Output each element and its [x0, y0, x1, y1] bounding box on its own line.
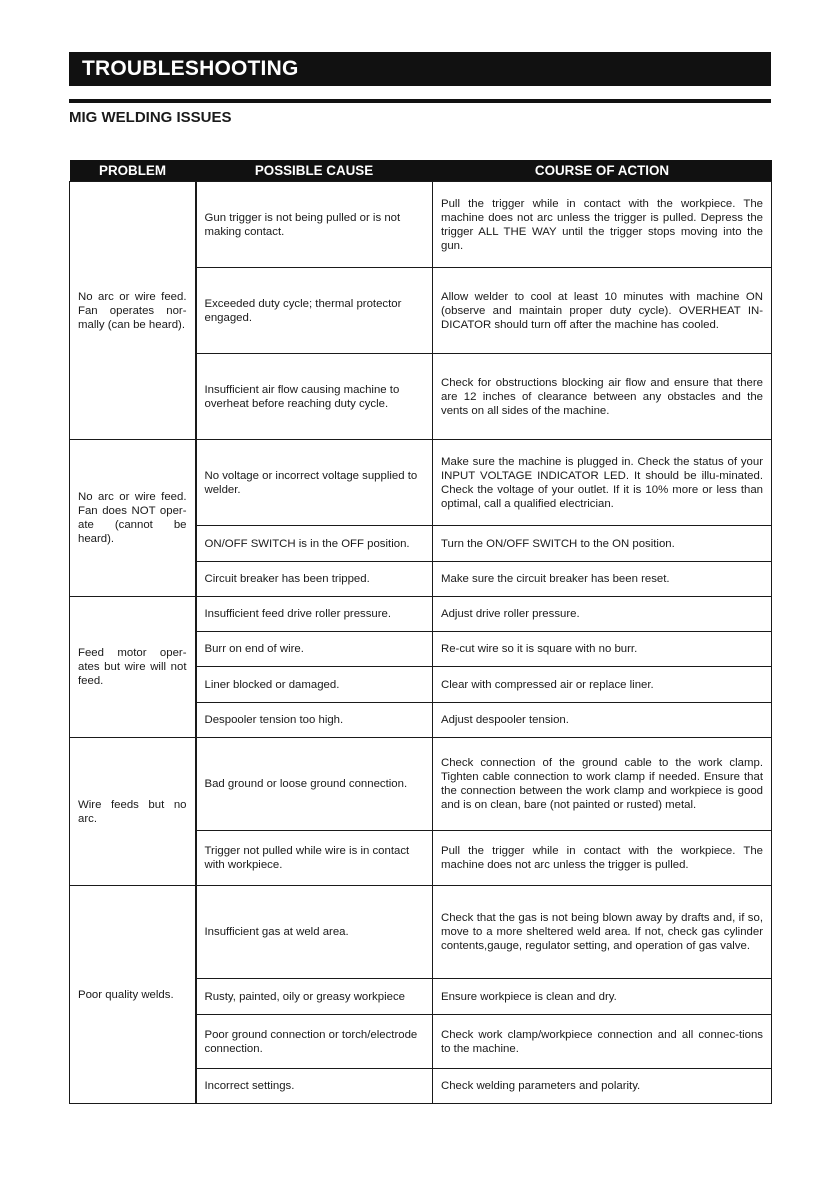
title-divider	[69, 99, 771, 103]
troubleshooting-table	[69, 160, 772, 1104]
cause-cell: Liner blocked or damaged.	[196, 667, 433, 703]
action-cell: Check that the gas is not being blown away by drafts and, if so, move to a more sheltered weld area. If not, check gas cylinder contents,gauge, regulator setting, and operation of gas valve.	[433, 886, 772, 979]
column-header-course-of-action: COURSE OF ACTION	[433, 160, 772, 182]
action-cell: Clear with compressed air or replace liner.	[433, 667, 772, 703]
page-title: TROUBLESHOOTING	[69, 52, 771, 86]
cause-cell: Circuit breaker has been tripped.	[196, 562, 433, 597]
cause-cell: Exceeded duty cycle; thermal protector engaged.	[196, 268, 433, 354]
problem-cell: No arc or wire feed. Fan operates nor-mally (can be heard).	[70, 182, 196, 440]
action-cell: Pull the trigger while in contact with the workpiece. The machine does not arc unless the trigger is pulled.	[433, 831, 772, 886]
action-cell: Ensure workpiece is clean and dry.	[433, 979, 772, 1015]
cause-cell: Bad ground or loose ground connection.	[196, 738, 433, 831]
cause-cell: Trigger not pulled while wire is in contact with workpiece.	[196, 831, 433, 886]
column-header-possible-cause: POSSIBLE CAUSE	[196, 160, 433, 182]
cause-cell: Poor ground connection or torch/electrode connection.	[196, 1015, 433, 1069]
cause-cell: Insufficient gas at weld area.	[196, 886, 433, 979]
table-row	[70, 182, 772, 268]
action-cell: Make sure the circuit breaker has been reset.	[433, 562, 772, 597]
cause-cell: Rusty, painted, oily or greasy workpiece	[196, 979, 433, 1015]
action-cell: Turn the ON/OFF SWITCH to the ON position.	[433, 526, 772, 562]
problem-cell: No arc or wire feed. Fan does NOT oper-ate (cannot be heard).	[70, 440, 196, 597]
table-row	[70, 597, 772, 632]
table-header-row	[70, 160, 772, 182]
cause-cell: Gun trigger is not being pulled or is not making contact.	[196, 182, 433, 268]
action-cell: Allow welder to cool at least 10 minutes with machine ON (observe and maintain proper duty cycle). OVERHEAT IN-DICATOR should turn off after the machine has cooled.	[433, 268, 772, 354]
section-title: MIG WELDING ISSUES	[69, 109, 232, 126]
cause-cell: Insufficient air flow causing machine to overheat before reaching duty cycle.	[196, 354, 433, 440]
cause-cell: ON/OFF SWITCH is in the OFF position.	[196, 526, 433, 562]
cause-cell: Despooler tension too high.	[196, 703, 433, 738]
action-cell: Check work clamp/workpiece connection and all connec-tions to the machine.	[433, 1015, 772, 1069]
action-cell: Adjust despooler tension.	[433, 703, 772, 738]
cause-cell: Burr on end of wire.	[196, 632, 433, 667]
action-cell: Re-cut wire so it is square with no burr.	[433, 632, 772, 667]
action-cell: Check welding parameters and polarity.	[433, 1069, 772, 1104]
problem-cell: Wire feeds but no arc.	[70, 738, 196, 886]
table-row	[70, 440, 772, 526]
action-cell: Check connection of the ground cable to the work clamp. Tighten cable connection to work clamp if needed. Ensure that the connection between the work clamp and workpiece is good and is on clean, bare (not painted or rusted) metal.	[433, 738, 772, 831]
action-cell: Pull the trigger while in contact with the workpiece. The machine does not arc unless the trigger is pulled. Depress the trigger ALL THE WAY until the trigger stops moving into the gun.	[433, 182, 772, 268]
cause-cell: Incorrect settings.	[196, 1069, 433, 1104]
problem-cell: Poor quality welds.	[70, 886, 196, 1104]
action-cell: Check for obstructions blocking air flow and ensure that there are 12 inches of clearance between any obstacles and the vents on all sides of the machine.	[433, 354, 772, 440]
cause-cell: No voltage or incorrect voltage supplied to welder.	[196, 440, 433, 526]
troubleshooting-table-wrapper	[69, 160, 771, 1104]
table-row	[70, 738, 772, 831]
action-cell: Make sure the machine is plugged in. Check the status of your INPUT VOLTAGE INDICATOR LED. It should be illu-minated. Check the voltage of your outlet. If it is 10% more or less than optimal, call a qualified electrician.	[433, 440, 772, 526]
table-row	[70, 886, 772, 979]
action-cell: Adjust drive roller pressure.	[433, 597, 772, 632]
problem-cell: Feed motor oper-ates but wire will not feed.	[70, 597, 196, 738]
column-header-problem: PROBLEM	[70, 160, 196, 182]
cause-cell: Insufficient feed drive roller pressure.	[196, 597, 433, 632]
